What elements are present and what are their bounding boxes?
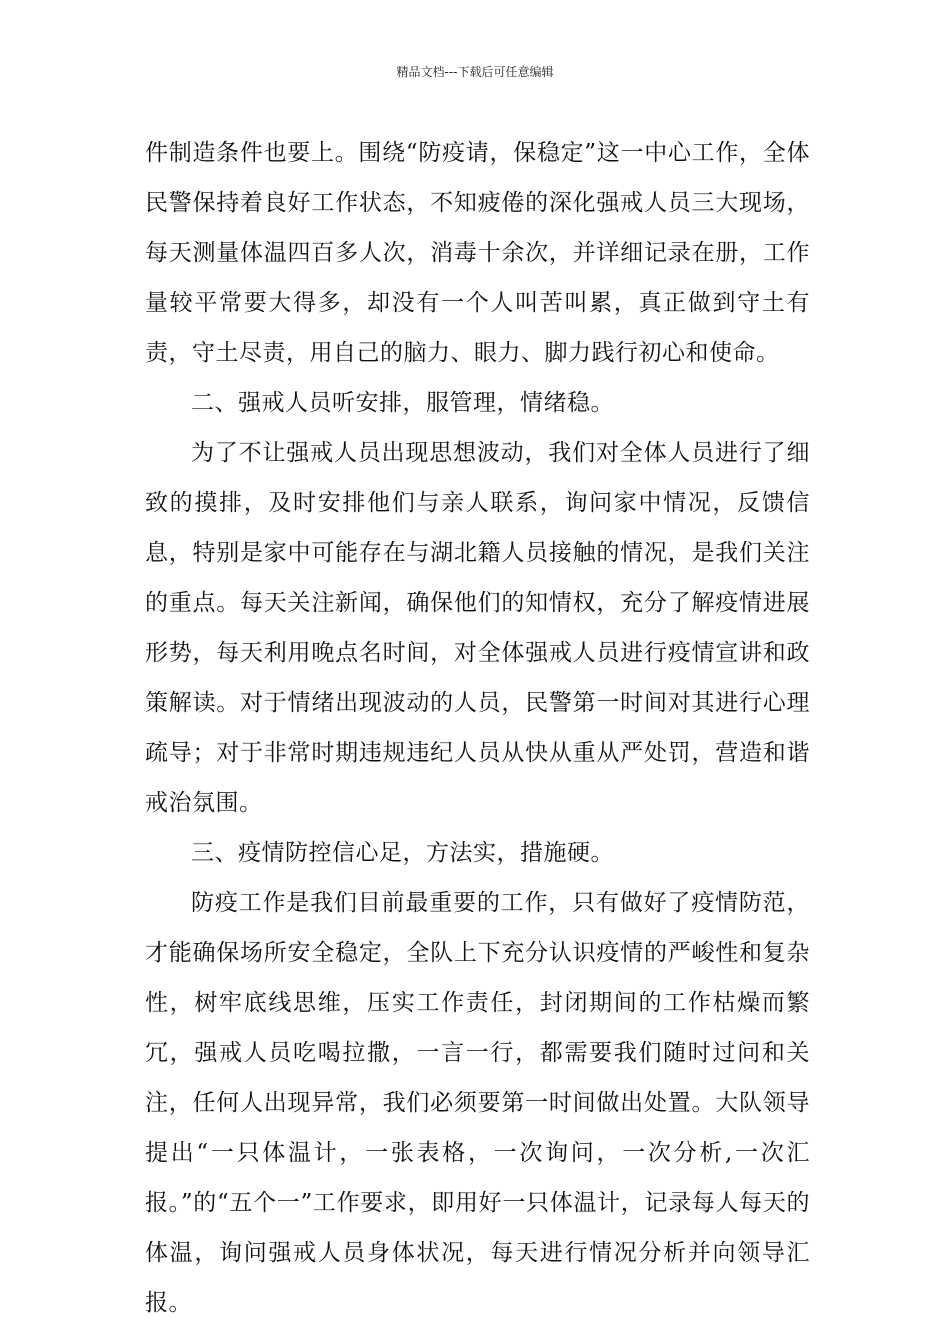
section-heading-3: 三、疫情防控信心足，方法实，措施硬。 — [191, 840, 614, 866]
paragraph-continuation: 件制造条件也要上。围绕“防疫请，保稳定”这一中心工作，全体民警保持着良好工作状态，不知疲倦的深化强戒人员三大现场，每天测量体温四百多人次，消毒十余次，并详细记录在册，工作量较平常要大得多，却没有一个人叫苦叫累，真正做到守土有责，守土尽责，用自己的脑力、眼力、脚力践行初心和使命。 — [145, 140, 810, 366]
document-body — [145, 128, 810, 1328]
section-heading-2: 二、强戒人员听安排，服管理，情绪稳。 — [191, 390, 614, 416]
paragraph-section-3: 防疫工作是我们目前最重要的工作，只有做好了疫情防范，才能确保场所安全稳定，全队上下充分认识疫情的严峻性和复杂性，树牢底线思维，压实工作责任，封闭期间的工作枯燥而繁冗，强戒人员吃喝拉撒，一言一行，都需要我们随时过问和关注，任何人出现异常，我们必须要第一时间做出处置。大队领导提出“一只体温计，一张表格，一次询问，一次分析,一次汇报。”的“五个一”工作要求，即用好一只体温计，记录每人每天的体温，询问强戒人员身体状况，每天进行情况分析并向领导汇报。 — [145, 890, 810, 1316]
paragraph-section-2: 为了不让强戒人员出现思想波动，我们对全体人员进行了细致的摸排，及时安排他们与亲人联系，询问家中情况，反馈信息，特别是家中可能存在与湖北籍人员接触的情况，是我们关注的重点。每天关注新闻，确保他们的知情权，充分了解疫情进展形势，每天利用晚点名时间，对全体强戒人员进行疫情宣讲和政策解读。对于情绪出现波动的人员，民警第一时间对其进行心理疏导；对于非常时期违规违纪人员从快从重从严处罚，营造和谐戒治氛围。 — [145, 440, 810, 816]
page-header: 精品文档---下载后可任意编辑 — [396, 65, 554, 79]
